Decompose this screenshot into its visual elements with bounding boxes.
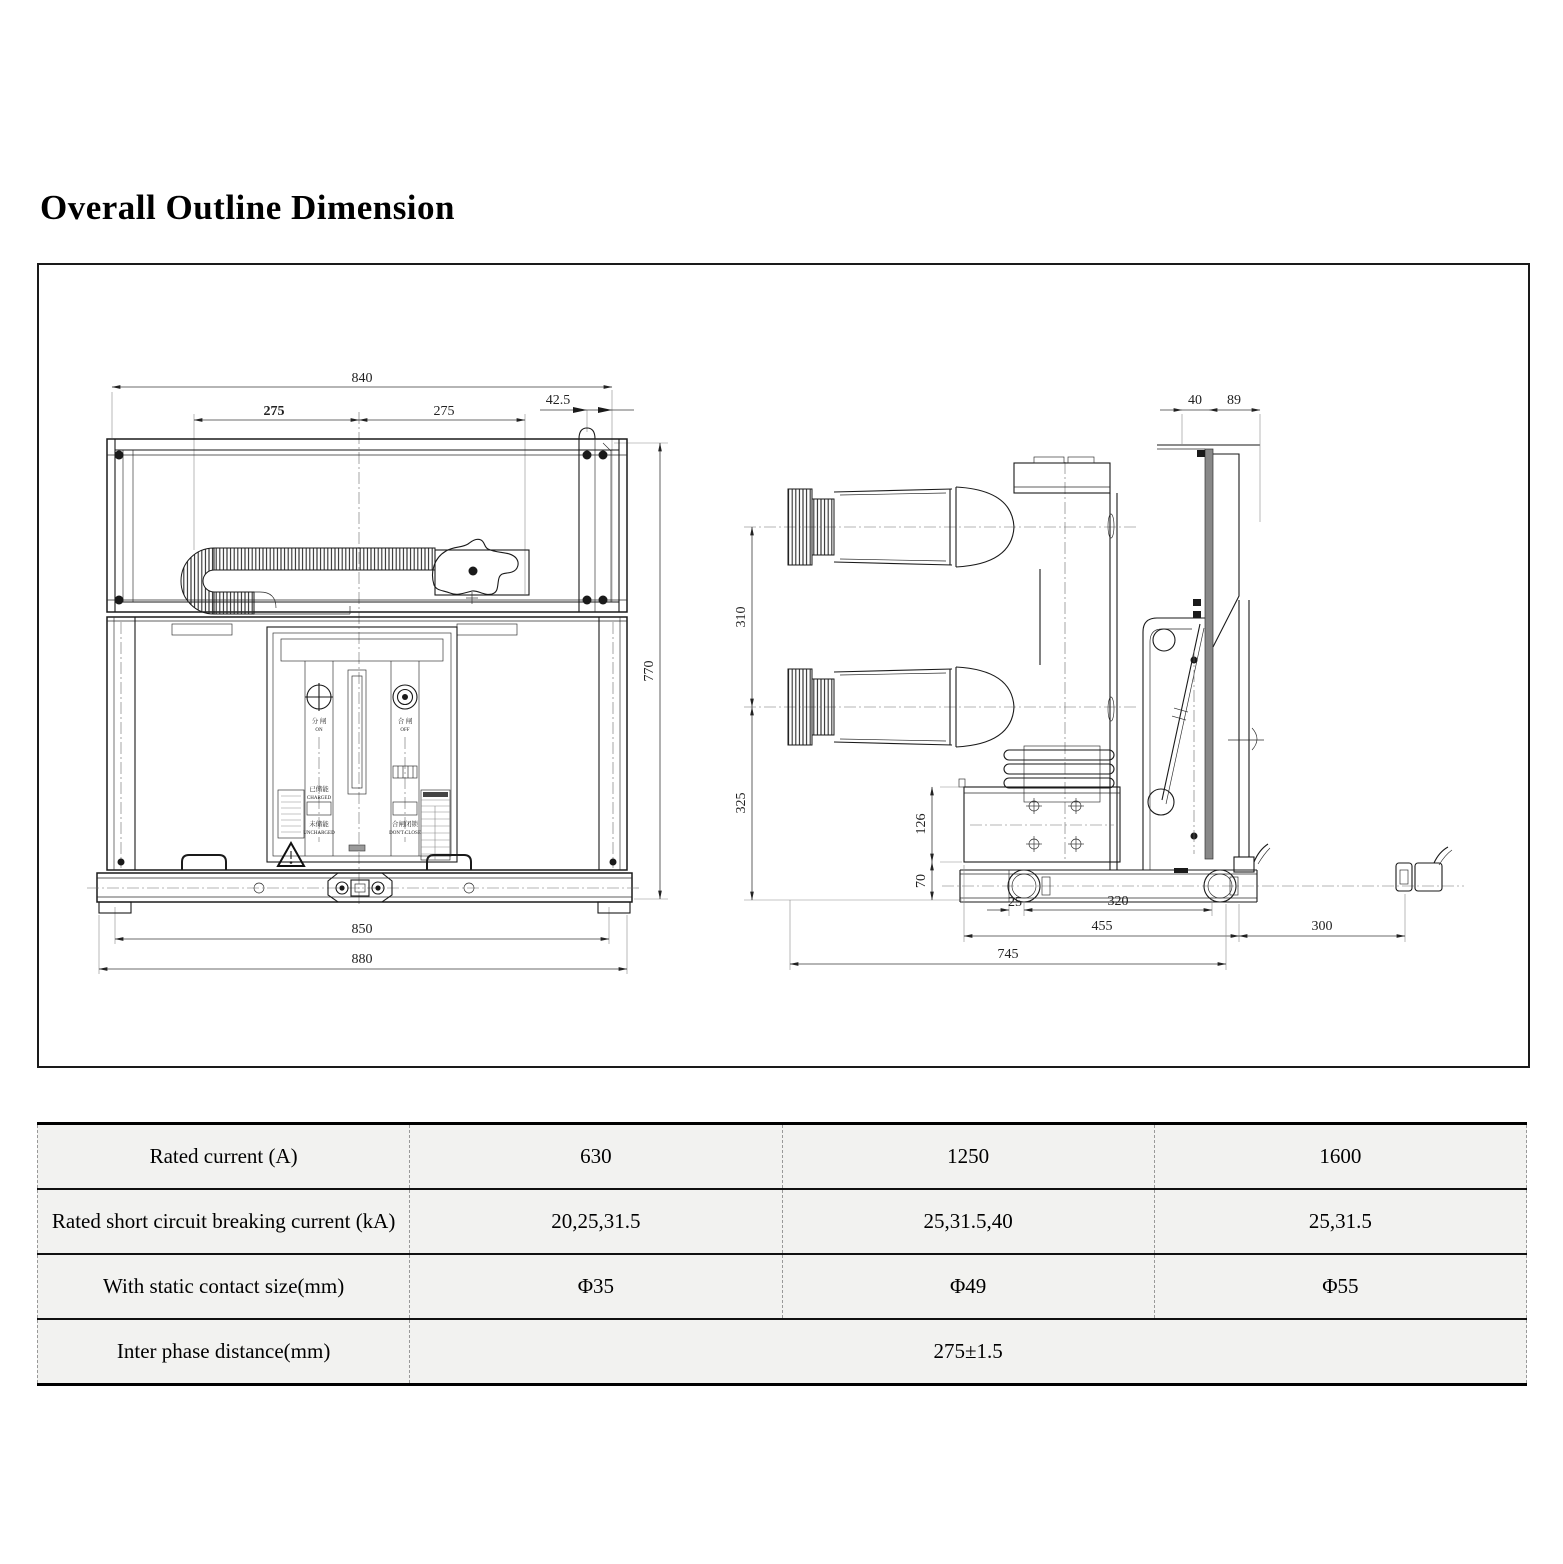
foot-right: [598, 902, 630, 913]
dim-770: 770: [642, 660, 657, 682]
uncharged-label-en: UNCHARGED: [303, 831, 335, 836]
dim-325: 325: [734, 792, 749, 814]
outline-drawing-panel: [37, 263, 1530, 1068]
cell: 20,25,31.5: [410, 1189, 782, 1254]
dim-455: 455: [1091, 919, 1113, 934]
front-base-rail: [87, 873, 642, 913]
center-mount: [328, 873, 392, 902]
side-frame-plate: [1143, 618, 1205, 873]
side-dimensions-bottom: [790, 865, 1405, 970]
dim-300: 300: [1311, 919, 1333, 934]
side-dimensions-top: [1160, 393, 1260, 445]
cell: Φ55: [1154, 1254, 1526, 1319]
spec-table: [37, 1122, 1527, 1386]
bolt: [583, 596, 592, 605]
charged-label-cn: 已储能: [309, 786, 329, 793]
dim-70: 70: [914, 874, 929, 888]
bolt: [599, 596, 608, 605]
interlock-hook: [433, 539, 530, 604]
nameplate: [421, 790, 450, 860]
side-dimensions-left: [734, 527, 752, 900]
front-dimensions: [99, 371, 660, 969]
close-indicator-label-cn: 合 闸: [397, 718, 413, 725]
uncharged-label-cn: 未储能: [309, 821, 329, 828]
dim-745: 745: [997, 947, 1019, 962]
dim-275-left: 275: [263, 404, 285, 419]
outline-drawing-svg: [39, 265, 1528, 1066]
lockout-label-cn: 合闸闭锁: [392, 821, 418, 828]
cell: 630: [410, 1124, 782, 1190]
bolt: [115, 596, 124, 605]
bellows-insulator: [1004, 746, 1114, 802]
dim-880: 880: [351, 952, 373, 967]
row-label: Rated current (A): [38, 1124, 410, 1190]
dim-840: 840: [351, 371, 373, 386]
cell-merged: 275±1.5: [410, 1319, 1527, 1385]
hook-pivot: [469, 567, 478, 576]
detached-latch: [1396, 847, 1452, 891]
warning-plate: [278, 790, 304, 866]
front-lower-body: [107, 617, 627, 870]
front-view: [87, 371, 668, 974]
table-row: [38, 1254, 1527, 1319]
row-label: Rated short circuit breaking current (kA): [38, 1189, 410, 1254]
dim-275-right: 275: [433, 404, 455, 419]
cell: 25,31.5: [1154, 1189, 1526, 1254]
dim-89: 89: [1227, 393, 1241, 408]
side-view: [734, 393, 1464, 970]
dim-126: 126: [914, 813, 929, 835]
cell: 25,31.5,40: [782, 1189, 1154, 1254]
bolt: [583, 451, 592, 460]
table-row: [38, 1319, 1527, 1385]
cell: Φ49: [782, 1254, 1154, 1319]
flexible-conduit: [181, 548, 435, 614]
row-label: Inter phase distance(mm): [38, 1319, 410, 1385]
table-row: [38, 1124, 1527, 1190]
dim-320: 320: [1107, 894, 1129, 909]
lockout-label-en: DON'T CLOSE: [389, 831, 421, 836]
close-indicator: [393, 685, 417, 733]
page-title: Overall Outline Dimension: [40, 188, 455, 227]
open-indicator-label-cn: 分 闸: [311, 718, 327, 725]
dim-25: 25: [1008, 895, 1022, 910]
dim-310: 310: [734, 606, 749, 628]
side-dimensions-plate: [914, 787, 962, 900]
open-indicator: [305, 683, 333, 733]
table-row: [38, 1189, 1527, 1254]
row-label: With static contact size(mm): [38, 1254, 410, 1319]
lift-handle-left: [182, 855, 226, 870]
control-panel-door: [267, 627, 457, 866]
charged-label-en: CHARGED: [306, 796, 332, 801]
mounting-plate: [959, 779, 1120, 862]
close-indicator-label-en: OFF: [400, 728, 410, 733]
bolt: [115, 451, 124, 460]
dim-40: 40: [1188, 393, 1202, 408]
window-tag: [349, 845, 365, 851]
cell: Φ35: [410, 1254, 782, 1319]
cell: 1250: [782, 1124, 1154, 1190]
bolt: [599, 451, 608, 460]
open-indicator-label-en: ON: [315, 728, 323, 733]
dim-850: 850: [351, 922, 373, 937]
cell: 1600: [1154, 1124, 1526, 1190]
dim-42-5: 42.5: [545, 393, 571, 408]
